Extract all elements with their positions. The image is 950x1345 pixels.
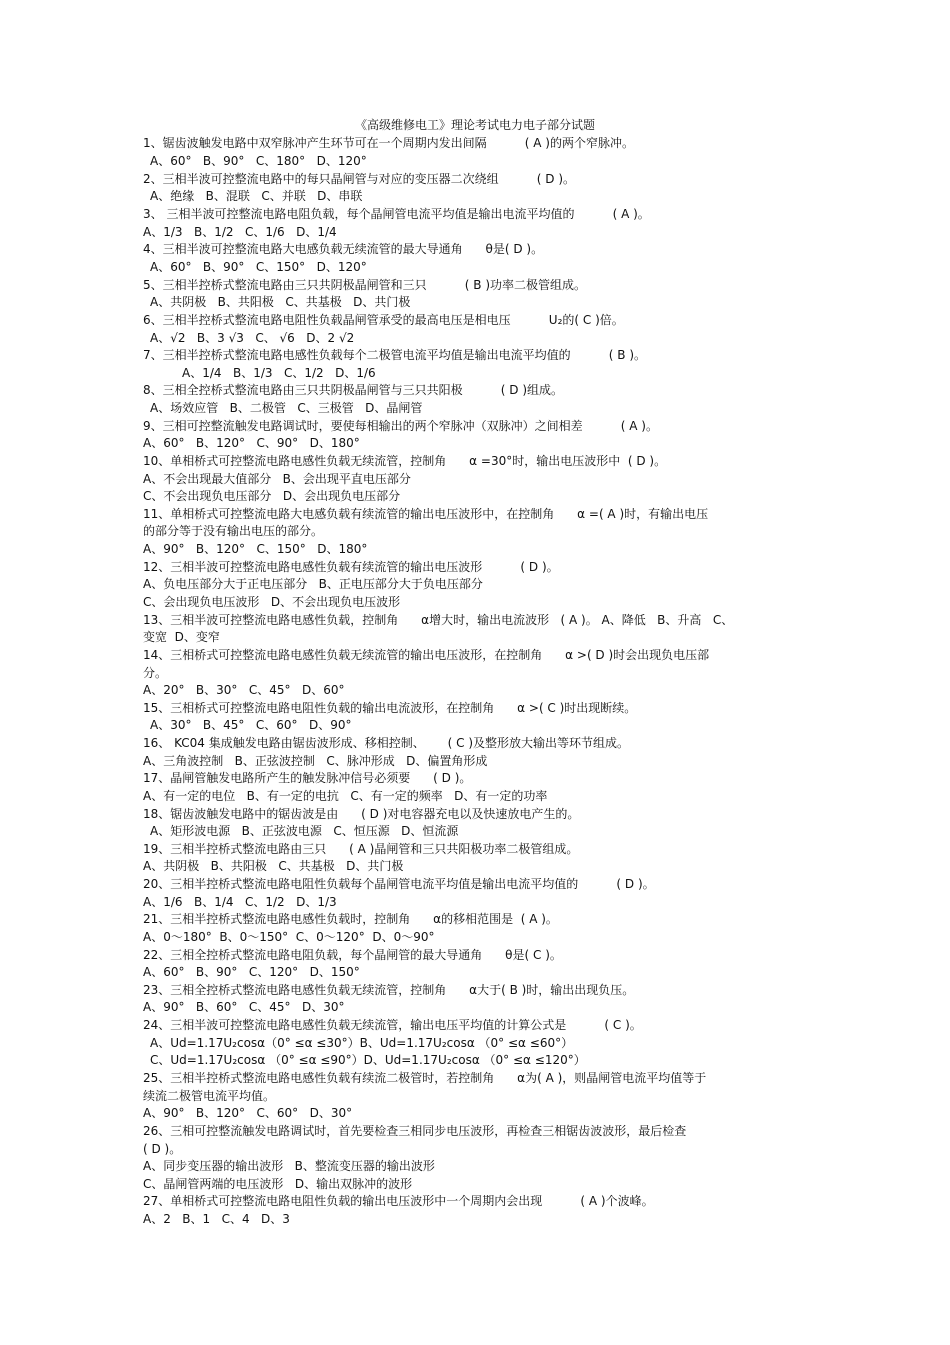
question-7: 7、三相半控桥式整流电路电感性负载每个二极管电流平均值是输出电流平均值的 ( B )。 [143, 348, 647, 362]
options-19: A、共阴极 B、共阳极 C、共基极 D、共门极 [143, 859, 404, 873]
options-26a: A、同步变压器的输出波形 B、整流变压器的输出波形 [143, 1159, 435, 1173]
options-17: A、有一定的电位 B、有一定的电抗 C、有一定的频率 D、有一定的功率 [143, 789, 548, 803]
question-3: 3、 三相半波可控整流电路电阻负载，每个晶闸管电流平均值是输出电流平均值的 ( A )。 [143, 207, 650, 221]
question-1: 1、锯齿波触发电路中双窄脉冲产生环节可在一个周期内发出间隔 ( A )的两个窄脉冲。 [143, 136, 634, 150]
options-5: A、共阴极 B、共阳极 C、共基极 D、共门极 [150, 295, 411, 309]
question-10: 10、单相桥式可控整流电路电感性负载无续流管，控制角 α =30°时，输出电压波形中 ( D )。 [143, 454, 667, 468]
options-2: A、绝缘 B、混联 C、并联 D、串联 [150, 189, 363, 203]
options-24a: A、Ud=1.17U₂cosα（0° ≤α ≤30°）B、Ud=1.17U₂cosα （0° ≤α ≤60°） [150, 1036, 574, 1050]
question-4: 4、三相半波可控整流电路大电感负载无续流管的最大导通角 θ是( D )。 [143, 242, 544, 256]
question-11-cont: 的部分等于没有输出电压的部分。 [143, 524, 324, 538]
options-27: A、2 B、1 C、4 D、3 [143, 1212, 290, 1226]
options-18: A、矩形波电源 B、正弦波电源 C、恒压源 D、恒流源 [150, 824, 459, 838]
question-25: 25、三相半控桥式整流电路电感性负载有续流二极管时，若控制角 α为( A )，则晶闸管电流平均值等于 [143, 1071, 707, 1085]
options-15: A、30° B、45° C、60° D、90° [150, 718, 352, 732]
question-21: 21、三相半控桥式整流电路电感性负载时，控制角 α的移相范围是 ( A )。 [143, 912, 558, 926]
options-9: A、60° B、120° C、90° D、180° [143, 436, 360, 450]
options-12b: C、会出现负电压波形 D、不会出现负电压波形 [143, 595, 401, 609]
question-20: 20、三相半控桥式整流电路电阻性负载每个晶闸管电流平均值是输出电流平均值的 ( D )。 [143, 877, 655, 891]
question-22: 22、三相全控桥式整流电路电阻负载，每个晶闸管的最大导通角 θ是( C )。 [143, 948, 562, 962]
question-26-cont: ( D )。 [143, 1142, 182, 1156]
question-8: 8、三相全控桥式整流电路由三只共阴极晶闸管与三只共阳极 ( D )组成。 [143, 383, 564, 397]
options-3: A、1/3 B、1/2 C、1/6 D、1/4 [143, 225, 337, 239]
options-10b: C、不会出现负电压部分 D、会出现负电压部分 [143, 489, 401, 503]
question-15: 15、三相桥式可控整流电路电阻性负载的输出电流波形，在控制角 α >( C )时出现断续。 [143, 701, 637, 715]
options-22: A、60° B、90° C、120° D、150° [143, 965, 360, 979]
question-9: 9、三相可控整流触发电路调试时，要使每相输出的两个窄脉冲（双脉冲）之间相差 ( A )。 [143, 419, 658, 433]
options-6: A、√2 B、3 √3 C、 √6 D、2 √2 [150, 331, 355, 345]
options-25: A、90° B、120° C、60° D、30° [143, 1106, 353, 1120]
options-26b: C、晶闸管两端的电压波形 D、输出双脉冲的波形 [143, 1177, 413, 1191]
question-16: 16、 KC04 集成触发电路由锯齿波形成、移相控制、 ( C )及整形放大输出等环节组成。 [143, 736, 630, 750]
options-12a: A、负电压部分大于正电压部分 B、正电压部分大于负电压部分 [143, 577, 483, 591]
options-21: A、0～180° B、0～150° C、0～120° D、0～90° [143, 930, 435, 944]
options-1: A、60° B、90° C、180° D、120° [150, 154, 367, 168]
question-12: 12、三相半波可控整流电路电感性负载有续流管的输出电压波形 ( D )。 [143, 560, 559, 574]
options-8: A、场效应管 B、二极管 C、三极管 D、晶闸管 [150, 401, 423, 415]
question-13: 13、三相半波可控整流电路电感性负载，控制角 α增大时，输出电流波形 ( A )。 A、降低 B、升高 C、 [143, 613, 734, 627]
question-5: 5、三相半控桥式整流电路由三只共阴极晶闸管和三只 ( B )功率二极管组成。 [143, 278, 587, 292]
options-4: A、60° B、90° C、150° D、120° [150, 260, 367, 274]
question-13-cont: 变宽 D、变窄 [143, 630, 220, 644]
question-26: 26、三相可控整流触发电路调试时，首先要检查三相同步电压波形，再检查三相锯齿波波形，最后检查 [143, 1124, 687, 1138]
options-11: A、90° B、120° C、150° D、180° [143, 542, 368, 556]
options-24b: C、Ud=1.17U₂cosα （0° ≤α ≤90°）D、Ud=1.17U₂cosα （0° ≤α ≤120°） [150, 1053, 586, 1067]
question-18: 18、锯齿波触发电路中的锯齿波是由 ( D )对电容器充电以及快速放电产生的。 [143, 807, 580, 821]
question-14-cont: 分。 [143, 666, 168, 680]
question-27: 27、单相桥式可控整流电路电阻性负载的输出电压波形中一个周期内会出现 ( A )个波峰。 [143, 1194, 654, 1208]
options-23: A、90° B、60° C、45° D、30° [143, 1000, 345, 1014]
question-14: 14、三相桥式可控整流电路电感性负载无续流管的输出电压波形，在控制角 α >( D )时会出现负电压部 [143, 648, 710, 662]
question-2: 2、三相半波可控整流电路中的每只晶闸管与对应的变压器二次绕组 ( D )。 [143, 172, 576, 186]
question-6: 6、三相半控桥式整流电路电阻性负载晶闸管承受的最高电压是相电压 U₂的( C )倍。 [143, 313, 624, 327]
options-7: A、1/4 B、1/3 C、1/2 D、1/6 [182, 366, 376, 380]
options-14: A、20° B、30° C、45° D、60° [143, 683, 345, 697]
page-title: 《高级维修电工》理论考试电力电子部分试题 [354, 118, 595, 132]
options-20: A、1/6 B、1/4 C、1/2 D、1/3 [143, 895, 337, 909]
question-19: 19、三相半控桥式整流电路由三只 ( A )晶闸管和三只共阳极功率二极管组成。 [143, 842, 579, 856]
question-17: 17、晶闸管触发电路所产生的触发脉冲信号必须要 ( D )。 [143, 771, 472, 785]
options-16: A、三角波控制 B、正弦波控制 C、脉冲形成 D、偏置角形成 [143, 754, 488, 768]
question-11: 11、单相桥式可控整流电路大电感负载有续流管的输出电压波形中，在控制角 α =( A )时，有输出电压 [143, 507, 709, 521]
question-23: 23、三相全控桥式整流电路电感性负载无续流管，控制角 α大于( B )时，输出出现负压。 [143, 983, 635, 997]
options-10a: A、不会出现最大值部分 B、会出现平直电压部分 [143, 472, 411, 486]
question-25-cont: 续流二极管电流平均值。 [143, 1089, 276, 1103]
question-24: 24、三相半波可控整流电路电感性负载无续流管，输出电压平均值的计算公式是 ( C )。 [143, 1018, 642, 1032]
